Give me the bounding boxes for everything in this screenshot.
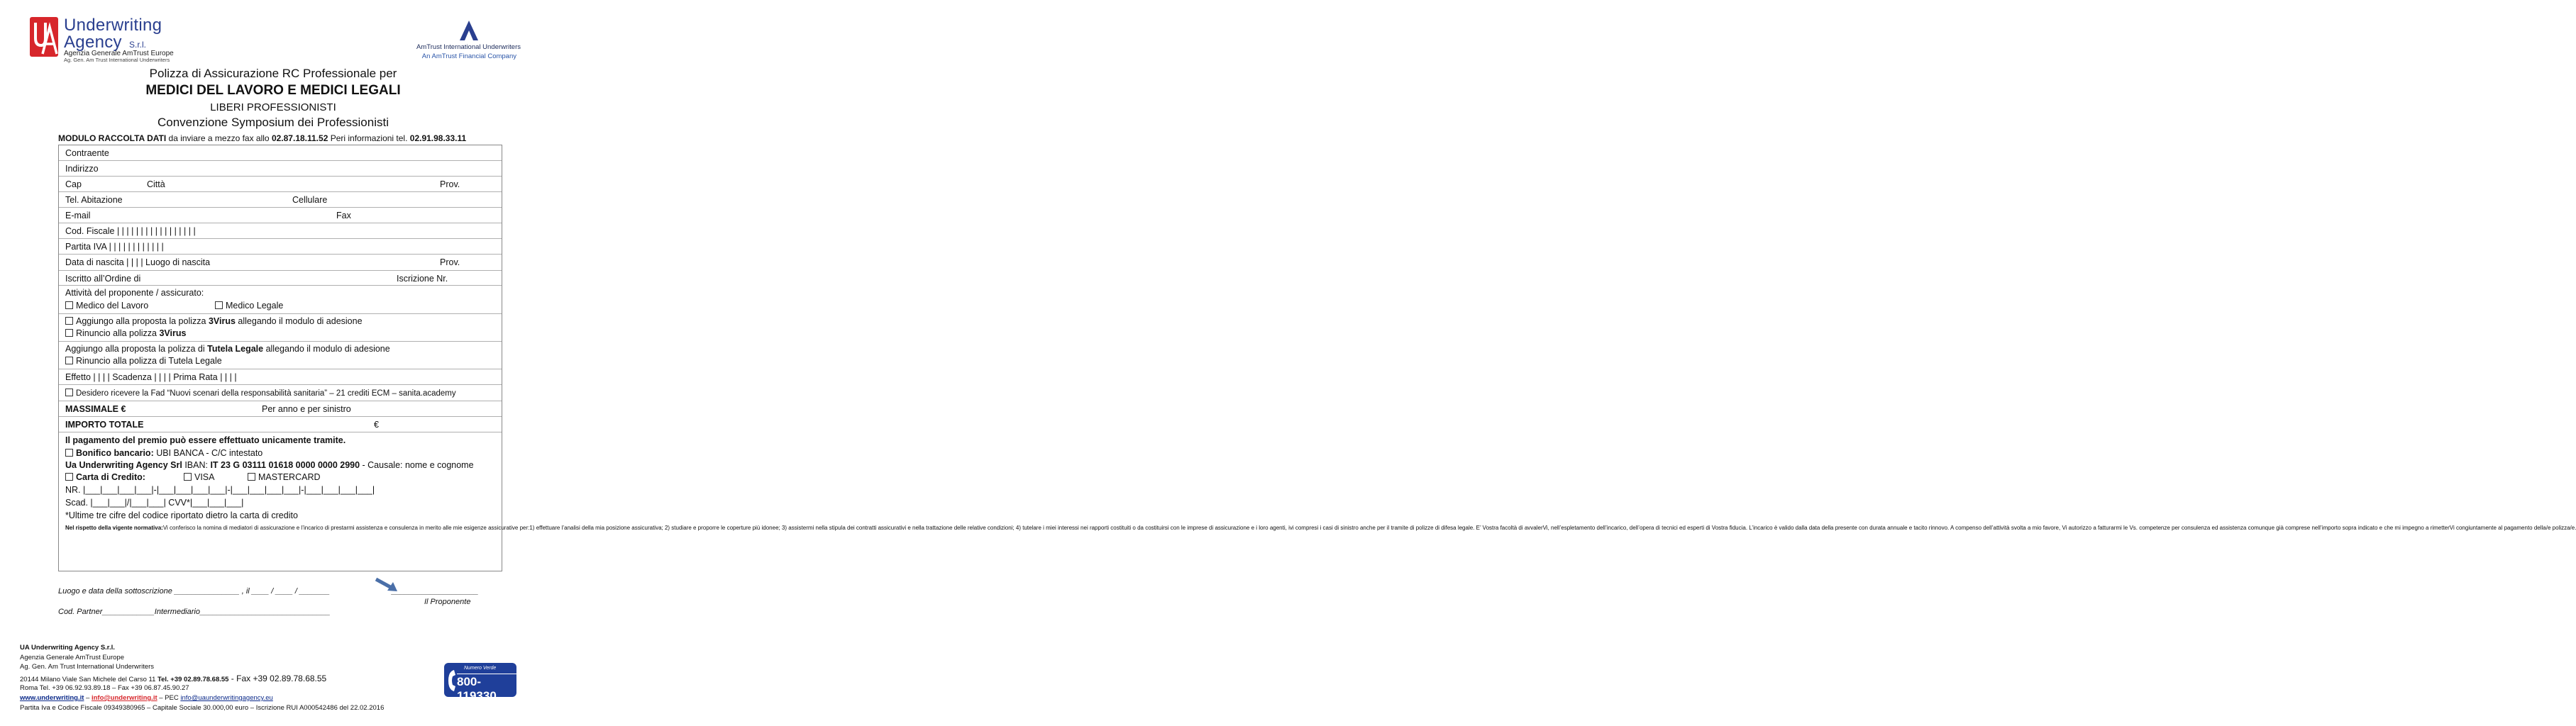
toll-free-badge (444, 663, 516, 703)
checkbox-icon[interactable] (65, 389, 73, 396)
label-importo: IMPORTO TOTALE (65, 420, 144, 430)
text-iban-label: IBAN: (182, 460, 211, 470)
footer-line-2: Ag. Gen. Am Trust International Underwriters (20, 663, 155, 671)
ua-subtitle-1: Agenzia Generale AmTrust Europe (64, 50, 174, 57)
label-cod-fiscale: Cod. Fiscale | | | | | | | | | | | | | | | | | (65, 226, 196, 236)
text-bonifico: UBI BANCA - C/C intestato (153, 448, 263, 458)
label-data-nascita: Data di nascita | | | | Luogo di nascita (65, 257, 211, 267)
label-effetto: Effetto | | | | Scadenza | | | | Prima Rata | | | | (65, 372, 237, 382)
checkbox-icon[interactable] (65, 357, 73, 364)
row-email[interactable] (59, 208, 502, 223)
text-mastercard: MASTERCARD (258, 472, 321, 482)
instructions-bold: MODULO RACCOLTA DATI (58, 133, 167, 143)
label-iscritto: Iscritto all’Ordine di (65, 274, 141, 284)
label-massimale: MASSIMALE € (65, 404, 126, 414)
option-bonifico[interactable] (65, 448, 262, 458)
ua-brand-srl: S.r.l. (129, 40, 147, 50)
text-aggiungo-3virus-a: Aggiungo alla proposta la polizza (76, 316, 209, 326)
text-tutela-a: Aggiungo alla proposta la polizza di (65, 344, 208, 354)
badge-number: 800-119330 (457, 674, 516, 705)
text-3virus: 3Virus (208, 316, 236, 326)
option-rinuncio-tutela[interactable] (65, 356, 222, 366)
card-expiry-field[interactable]: Scad. |___|___|/|___|___| CVV*|___|___|___| (65, 498, 244, 508)
title-line-4: Convenzione Symposium dei Professionisti (157, 116, 389, 129)
row-indirizzo[interactable] (59, 161, 502, 177)
title-line-3: LIBERI PROFESSIONISTI (210, 101, 336, 113)
row-3virus (59, 314, 502, 342)
consent-text (59, 523, 2576, 534)
text-visa: VISA (194, 472, 215, 482)
label-cellulare: Cellulare (292, 195, 328, 205)
option-fad[interactable] (65, 389, 456, 398)
option-mastercard[interactable] (248, 472, 321, 482)
row-telefono[interactable] (59, 192, 502, 208)
checkbox-icon[interactable] (65, 329, 73, 337)
text-tutela (65, 344, 390, 354)
checkbox-icon[interactable] (248, 473, 255, 481)
footer-pec-label: – PEC (157, 694, 181, 702)
text-iban-code: IT 23 G 03111 01618 0000 0000 2990 (210, 460, 360, 470)
row-iscritto[interactable] (59, 271, 502, 286)
footer-web-link[interactable]: www.underwriting.it (20, 694, 84, 702)
text-iban-causale: - Causale: nome e cognome (360, 460, 474, 470)
text-tutela-bold: Tutela Legale (207, 344, 264, 354)
row-contraente[interactable] (59, 145, 502, 161)
text-3virus-2: 3Virus (159, 328, 187, 338)
footer-mail-link[interactable]: info@underwriting.it (91, 694, 157, 702)
consent-body: Vi conferisco la nomina di mediatori di assicurazione e l’incarico di prestarmi assistenza e consulenza in merito alle mie esigenze assicurative per:1) effettuare l’analisi della mia posizione assicurativa; 2) studiare e proporre le coperture più idonee; 3) assistermi nella stipula dei contratti assicurativi e nella trattazione delle relative condizioni; 4) tutelare i miei interessi nei rapporti costituiti o da costituirsi con le imprese di assicurazione e i loro agenti, ivi compresi i casi di sinistro anche per il tramite di polizze di difesa legale. E’ Vostra facoltà di avvalerVi, nell’espletamento dell’incarico, dell’opera di tecnici ed esperti di Vostra fiducia. L’incarico è valido dalla data della presente con durata annuale e tacito rinnovo. A compenso dell’attività svolta a mio favore, Vi autorizzo a fatturarmi le Vs. competenze per consulenza ed assistenza comunque già comprese nell’importo sopra indicato e che mi impegno a rimetterVi congiuntamente al pagamento della/e polizza/e. (162, 525, 2576, 531)
fax-number: 02.87.18.11.52 (271, 133, 328, 143)
option-aggiungo-3virus[interactable] (65, 316, 363, 326)
label-contraente: Contraente (65, 148, 109, 158)
text-carta: Carta di Credito: (76, 472, 145, 482)
text-bonifico-bold: Bonifico bancario: (76, 448, 154, 458)
row-fad (59, 385, 502, 401)
label-email: E-mail (65, 211, 91, 220)
label-partita-iva: Partita IVA | | | | | | | | | | | | (65, 242, 164, 252)
label-cap: Cap (65, 179, 82, 189)
label-per-anno: Per anno e per sinistro (262, 404, 351, 414)
footer-line-1: Agenzia Generale AmTrust Europe (20, 654, 124, 661)
footer-line-3 (20, 674, 326, 683)
ua-brand-line2: Agency (64, 33, 122, 52)
option-rinuncio-3virus[interactable] (65, 328, 186, 338)
row-attivita (59, 286, 502, 314)
amtrust-logo-icon (458, 19, 480, 45)
signature-place-date[interactable]: Luogo e data della sottoscrizione _______________ , il ____ / ____ / _______ (58, 587, 330, 596)
row-tutela (59, 342, 502, 369)
option-medico-lavoro-label: Medico del Lavoro (76, 301, 149, 311)
partner-intermediario[interactable]: Cod. Partner____________Intermediario______________________________ (58, 608, 331, 616)
label-iscrizione: Iscrizione Nr. (397, 274, 448, 284)
phone-icon (447, 669, 457, 693)
label-fax: Fax (336, 211, 351, 220)
label-attivita: Attività del proponente / assicurato: (65, 288, 204, 298)
option-carta[interactable] (65, 472, 145, 482)
text-tutela-b: allegando il modulo di adesione (263, 344, 390, 354)
option-medico-legale[interactable] (215, 301, 283, 311)
row-partita-iva[interactable] (59, 239, 502, 255)
label-prov-nascita: Prov. (440, 257, 460, 267)
footer-sep: – (84, 694, 92, 702)
text-rinuncio-tutela: Rinuncio alla polizza di Tutela Legale (76, 356, 222, 366)
text-pagamento: Il pagamento del premio può essere effettuato unicamente tramite. (65, 435, 346, 445)
signature-line[interactable]: ____________________ (392, 587, 479, 596)
footer-tel: Tel. +39 02.89.78.68.55 (157, 676, 229, 683)
consent-bold: Nel rispetto della vigente normativa: (65, 525, 163, 531)
footer-address: 20144 Milano Viale San Michele del Carso 11 (20, 676, 157, 683)
signature-proponente: Il Proponente (424, 598, 471, 606)
checkbox-icon[interactable] (65, 449, 73, 457)
footer-line-5 (20, 694, 273, 702)
data-form (58, 145, 2576, 571)
amtrust-name: AmTrust International Underwriters (416, 43, 521, 51)
row-massimale[interactable] (59, 401, 502, 417)
row-cod-fiscale[interactable] (59, 223, 502, 239)
row-cap[interactable] (59, 177, 502, 192)
amtrust-tagline: An AmTrust Financial Company (421, 52, 516, 60)
option-visa[interactable] (184, 472, 215, 482)
text-aggiungo-3virus-b: allegando il modulo di adesione (235, 316, 363, 326)
checkbox-icon[interactable] (65, 473, 73, 481)
card-number-field[interactable]: NR. |___|___|___|___|-|___|___|___|___|-|___|___|___|___|-|___|___|___|___| (65, 485, 375, 495)
tel-number: 02.91.98.33.11 (409, 133, 467, 143)
footer-fax: - Fax +39 02.89.78.68.55 (228, 674, 327, 683)
footer-line-4: Roma Tel. +39 06.92.93.89.18 – Fax +39 06.87.45.90.27 (20, 684, 189, 692)
ua-logo (30, 17, 58, 57)
row-effetto[interactable] (59, 369, 502, 385)
row-data-nascita[interactable] (59, 255, 502, 271)
checkbox-icon[interactable] (65, 317, 73, 325)
option-medico-lavoro[interactable] (65, 301, 148, 311)
option-medico-legale-label: Medico Legale (226, 301, 284, 311)
checkbox-icon[interactable] (65, 301, 73, 309)
text-iban-holder: Ua Underwriting Agency Srl (65, 460, 182, 470)
text-ultime-cifre: *Ultime tre cifre del codice riportato dietro la carta di credito (65, 510, 298, 520)
text-fad: Desidero ricevere la Fad “Nuovi scenari della responsabilità sanitaria” – 21 crediti ECM – sanita.academy (76, 389, 456, 398)
label-indirizzo: Indirizzo (65, 164, 99, 174)
footer-company: UA Underwriting Agency S.r.l. (20, 644, 115, 652)
badge-label: Numero Verde (464, 666, 497, 671)
label-tel-abitazione: Tel. Abitazione (65, 195, 123, 205)
ua-subtitle-2: Ag. Gen. Am Trust International Underwriters (64, 57, 170, 63)
label-citta: Città (147, 179, 165, 189)
footer-line-6: Partita Iva e Codice Fiscale 09349380965 – Capitale Sociale 30.000,00 euro – Iscrizione RUI A000542486 del 22.02.2016 (20, 704, 385, 712)
footer-pec-link[interactable]: info@uaunderwritingagency.eu (180, 694, 273, 702)
title-line-2: MEDICI DEL LAVORO E MEDICI LEGALI (145, 83, 401, 98)
checkbox-icon[interactable] (184, 473, 192, 481)
ua-brand-line1: Underwriting (64, 16, 162, 35)
label-euro: € (374, 420, 379, 430)
instructions-text-1: da inviare a mezzo fax allo (166, 133, 272, 143)
label-prov: Prov. (440, 179, 460, 189)
row-pagamento (59, 432, 2576, 571)
checkbox-icon[interactable] (215, 301, 223, 309)
instructions-text-2: Peri informazioni tel. (328, 133, 410, 143)
title-line-1: Polizza di Assicurazione RC Professionale per (149, 67, 397, 80)
instructions (58, 133, 466, 143)
row-importo[interactable] (59, 417, 502, 432)
text-rinuncio-3virus: Rinuncio alla polizza (76, 328, 160, 338)
text-iban (65, 460, 474, 470)
